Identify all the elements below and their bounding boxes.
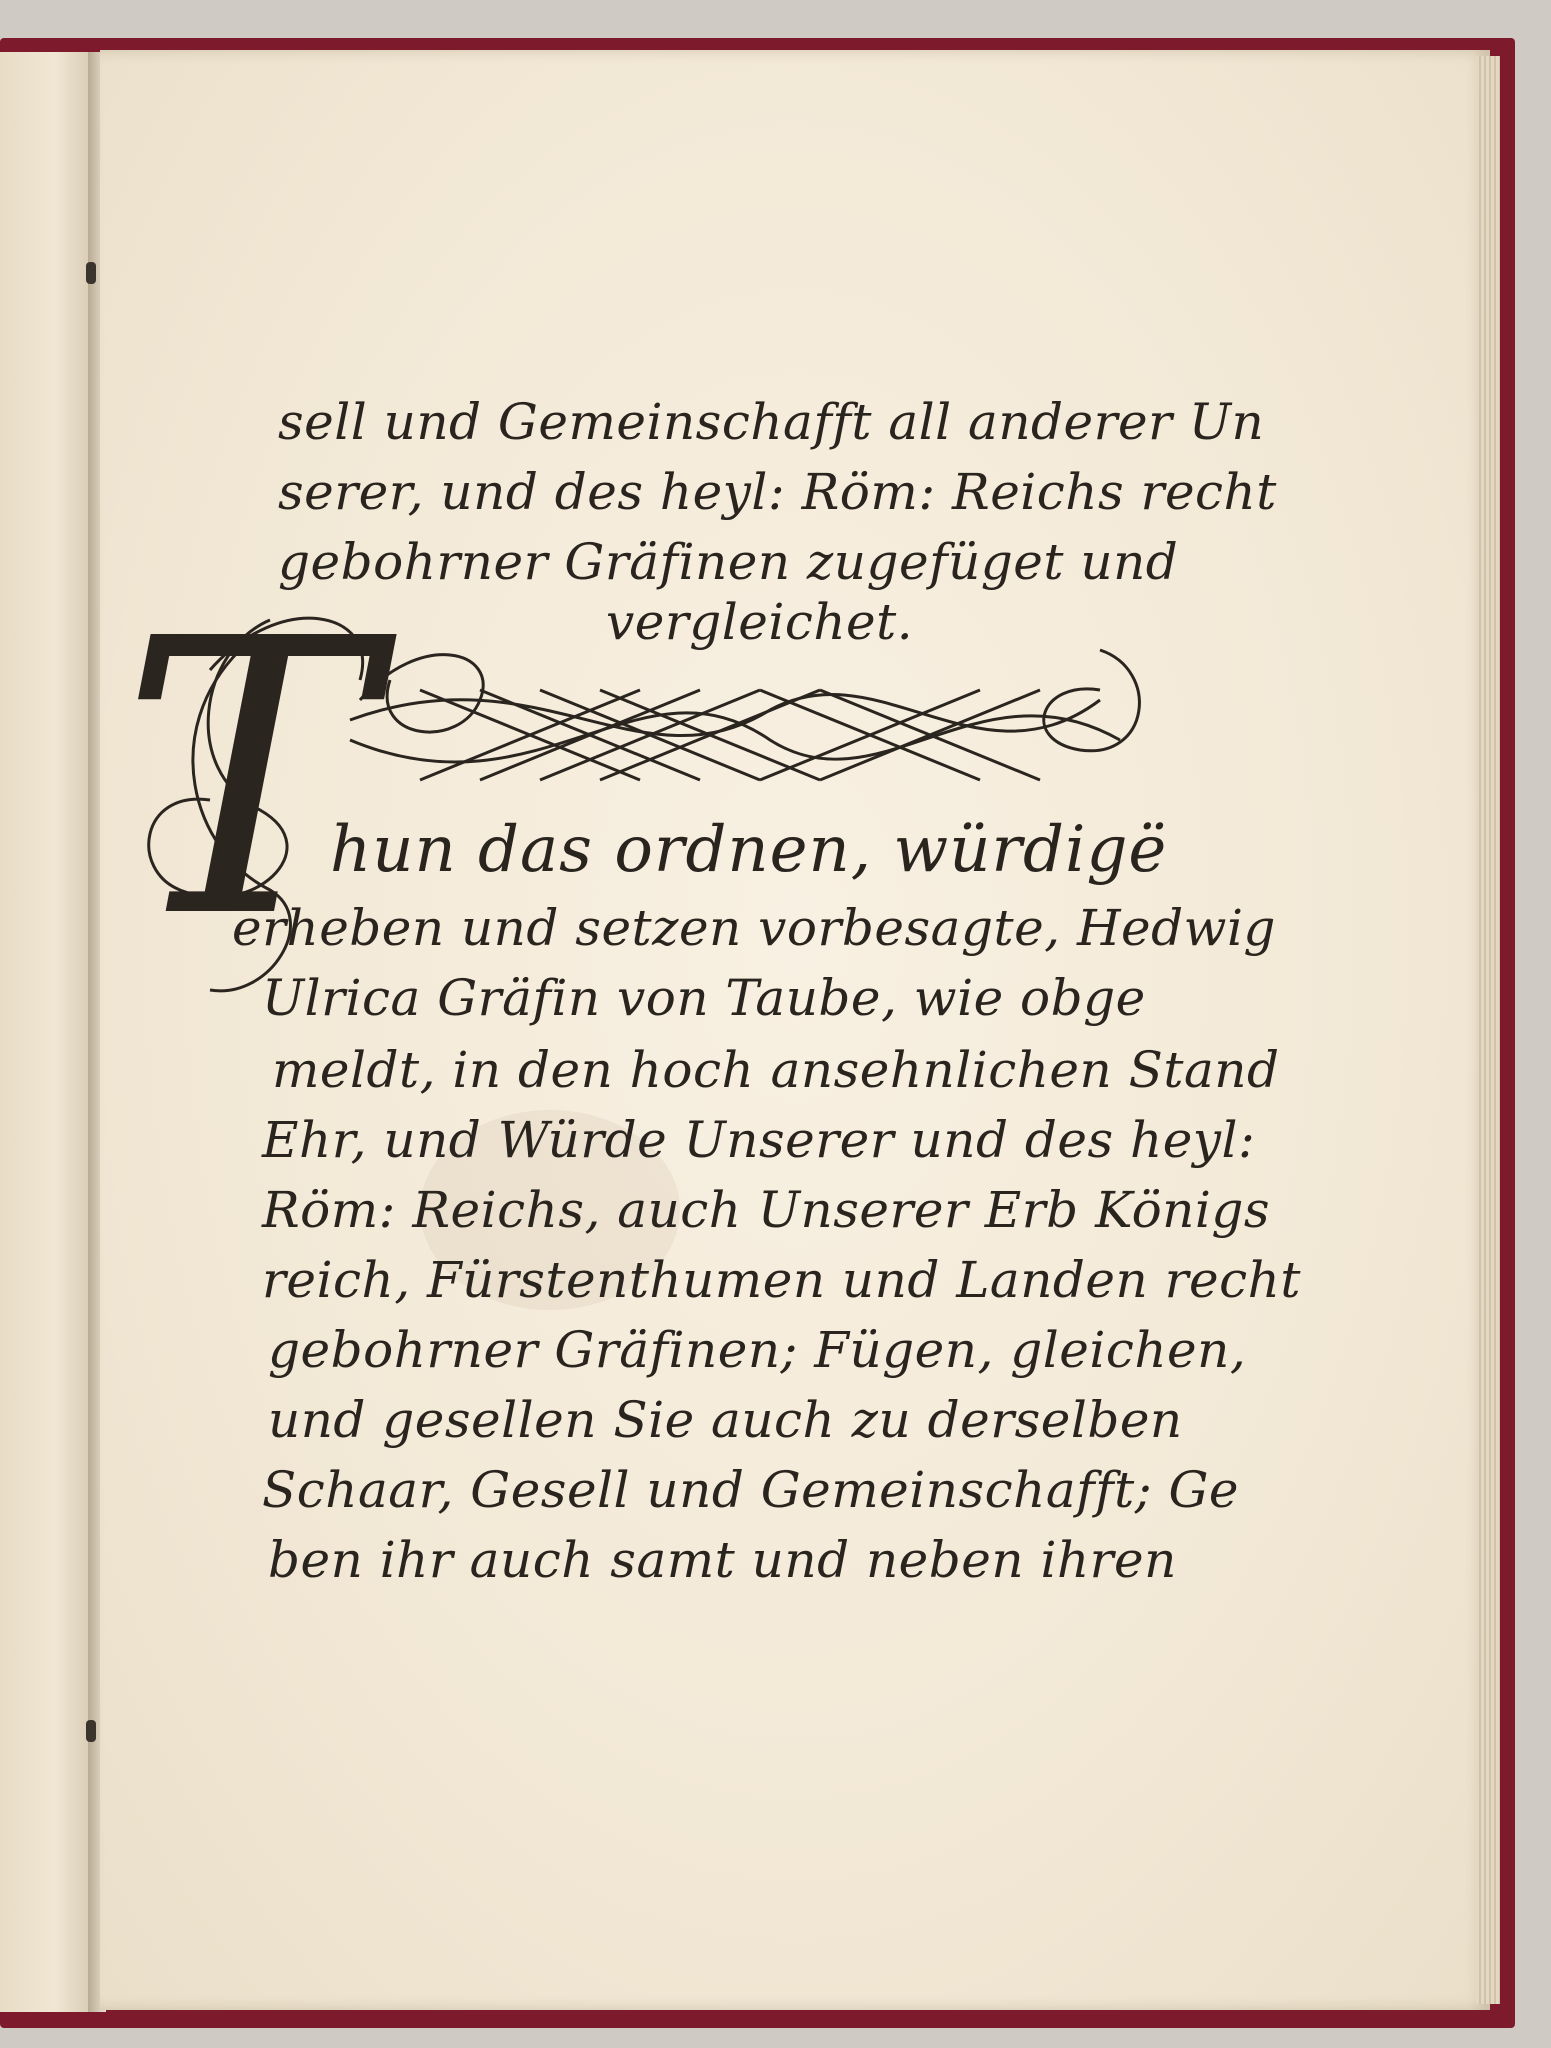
text-line: Röm: Reichs, auch Unserer Erb Königs — [262, 1181, 1271, 1239]
text-line: meldt, in den hoch ansehnlichen Stand — [272, 1041, 1280, 1099]
text-line: serer, und des heyl: Röm: Reichs recht — [278, 463, 1277, 521]
binding-stitch — [86, 1720, 96, 1742]
text-line: ben ihr auch samt und neben ihren — [268, 1531, 1177, 1589]
decorated-initial: T — [120, 558, 374, 1001]
page-edges — [1476, 56, 1500, 2004]
text-line: hun das ordnen, würdigë — [330, 813, 1168, 887]
text-line: reich, Fürstenthumen und Landen recht — [262, 1251, 1301, 1309]
text-line: Schaar, Gesell und Gemeinschafft; Ge — [262, 1461, 1240, 1519]
left-page-edge — [0, 52, 92, 2012]
text-line: gebohrner Gräfinen; Fügen, gleichen, — [268, 1321, 1247, 1379]
text-line: sell und Gemeinschafft all anderer Un — [278, 393, 1265, 451]
text-line: und gesellen Sie auch zu derselben — [268, 1391, 1183, 1449]
binding-stitch — [86, 262, 96, 284]
text-line: vergleichet. — [606, 593, 914, 651]
text-line: Ehr, und Würde Unserer und des heyl: — [262, 1111, 1256, 1169]
text-line: gebohrner Gräfinen zugefüget und — [278, 533, 1179, 591]
text-line: erheben und setzen vorbesagte, Hedwig — [232, 899, 1276, 957]
text-line: Ulrica Gräfin von Taube, wie obge — [262, 969, 1146, 1027]
